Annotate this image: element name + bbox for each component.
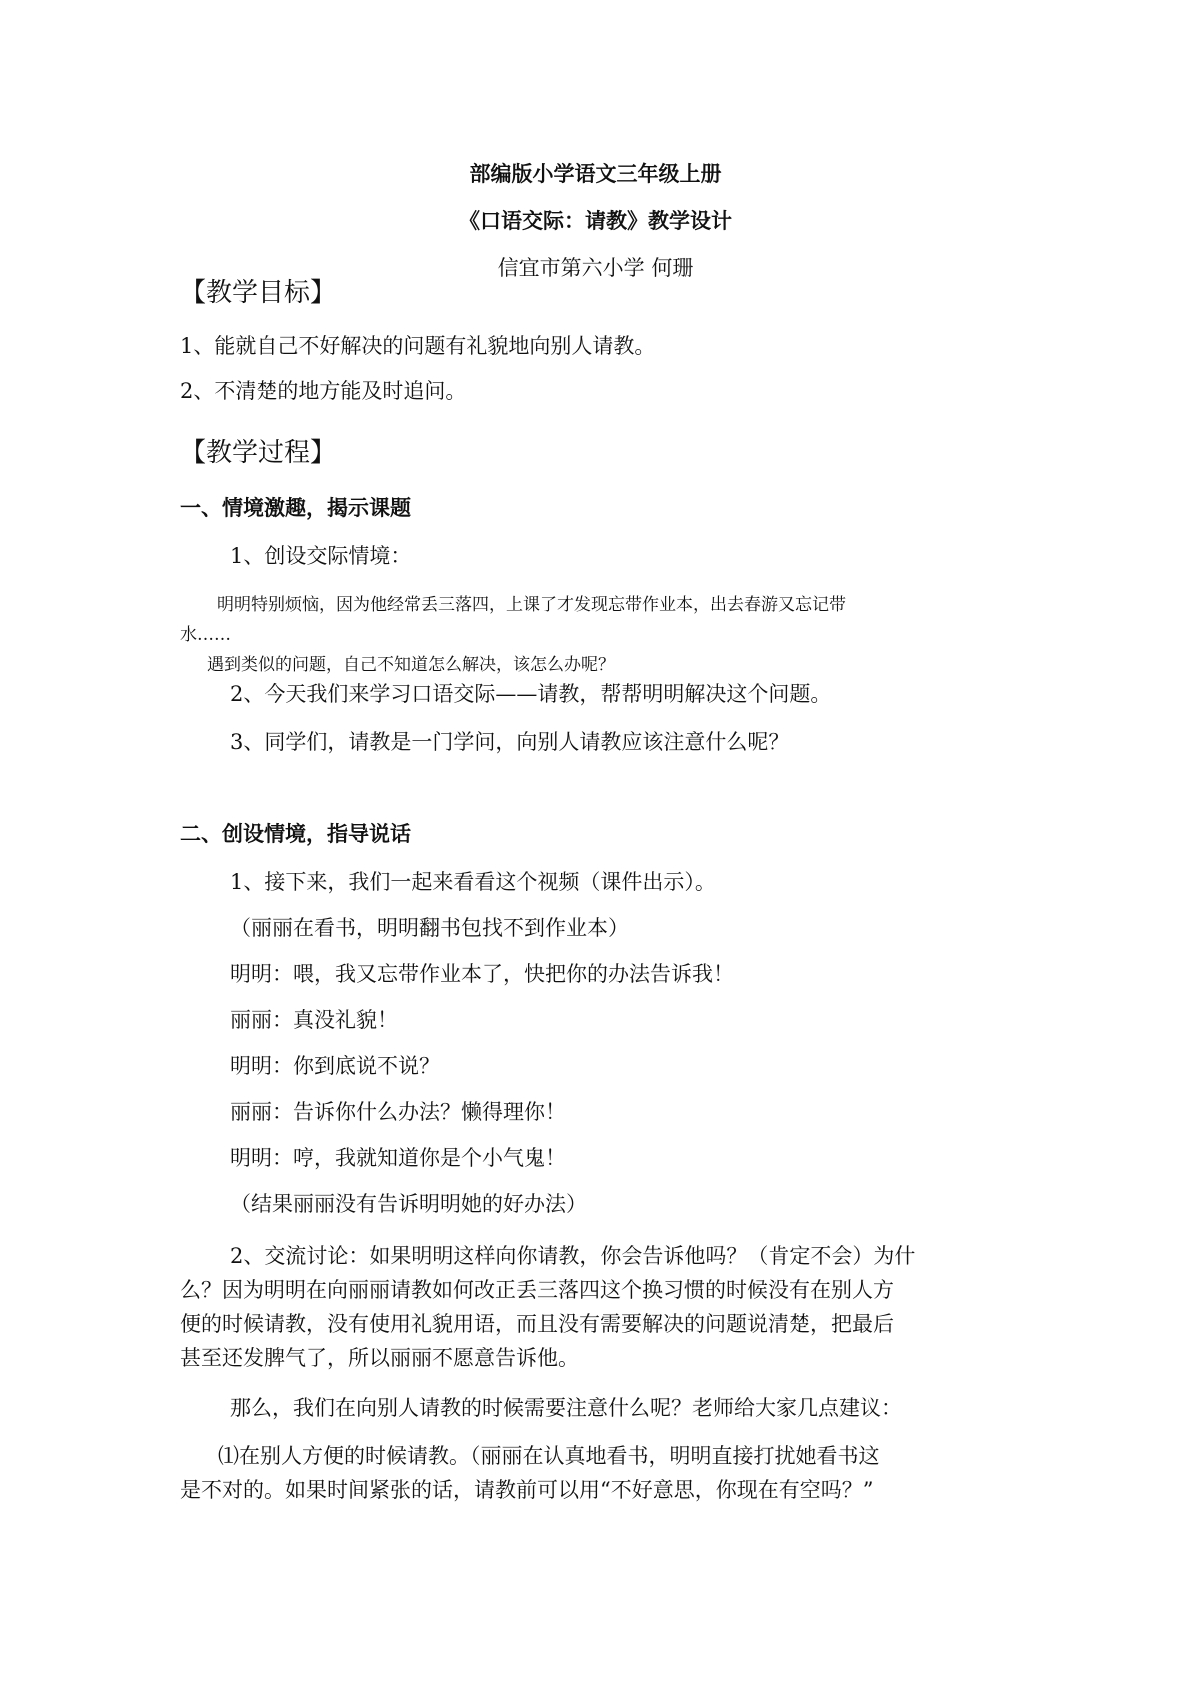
document-subtitle: 《口语交际：请教》教学设计 [459, 208, 732, 233]
objective-item-1: 1、能就自己不好解决的问题有礼貌地向别人请教。 [180, 334, 656, 358]
section1-step1: 1、创设交际情境： [230, 544, 412, 568]
discussion-line-3: 便的时候请教，没有使用礼貌用语，而且没有需要解决的问题说清楚，把最后 [180, 1312, 894, 1336]
discussion-line-1: 2、交流讨论：如果明明这样向你请教，你会告诉他吗？（肯定不会）为什 [230, 1244, 916, 1268]
section2-step1: 1、接下来，我们一起来看看这个视频（课件出示）。 [230, 870, 716, 894]
story-line-1: 明明特别烦恼，因为他经常丢三落四，上课了才发现忘带作业本，出去春游又忘记带 [217, 595, 846, 615]
dialogue-line: 明明：你到底说不说？ [230, 1054, 440, 1078]
process-heading: 【教学过程】 [180, 438, 337, 468]
discussion-line-4: 甚至还发脾气了，所以丽丽不愿意告诉他。 [180, 1346, 579, 1370]
advice-1-line-2: 是不对的。如果时间紧张的话，请教前可以用“不好意思，你现在有空吗？” [180, 1478, 874, 1502]
scene-note-2: （结果丽丽没有告诉明明她的好办法） [230, 1192, 587, 1216]
objective-item-2: 2、不清楚的地方能及时追问。 [180, 379, 467, 403]
objectives-heading: 【教学目标】 [180, 278, 337, 308]
section1-step2: 2、今天我们来学习口语交际——请教，帮帮明明解决这个问题。 [230, 682, 832, 706]
dialogue-line: 丽丽：真没礼貌！ [230, 1008, 398, 1032]
advice-1-line-1: ⑴在别人方便的时候请教。（丽丽在认真地看书，明明直接打扰她看书这 [218, 1444, 880, 1468]
section2-heading: 二、创设情境，指导说话 [180, 821, 411, 846]
document-author: 信宜市第六小学 何珊 [497, 256, 694, 280]
scene-note-1: （丽丽在看书，明明翻书包找不到作业本） [230, 916, 629, 940]
dialogue-line: 明明：喂，我又忘带作业本了，快把你的办法告诉我！ [230, 962, 734, 986]
discussion-line-2: 么？因为明明在向丽丽请教如何改正丢三落四这个换习惯的时候没有在别人方 [180, 1278, 894, 1302]
section1-step3: 3、同学们，请教是一门学问，向别人请教应该注意什么呢？ [230, 730, 790, 754]
document-title: 部编版小学语文三年级上册 [469, 161, 722, 186]
story-line-2: 水…… [180, 625, 231, 645]
section1-heading: 一、情境激趣，揭示课题 [180, 495, 411, 520]
story-line-3: 遇到类似的问题，自己不知道怎么解决，该怎么办呢？ [207, 655, 615, 675]
dialogue-line: 丽丽：告诉你什么办法？懒得理你！ [230, 1100, 566, 1124]
dialogue-line: 明明：哼，我就知道你是个小气鬼！ [230, 1146, 566, 1170]
advice-intro: 那么，我们在向别人请教的时候需要注意什么呢？老师给大家几点建议： [230, 1396, 902, 1420]
